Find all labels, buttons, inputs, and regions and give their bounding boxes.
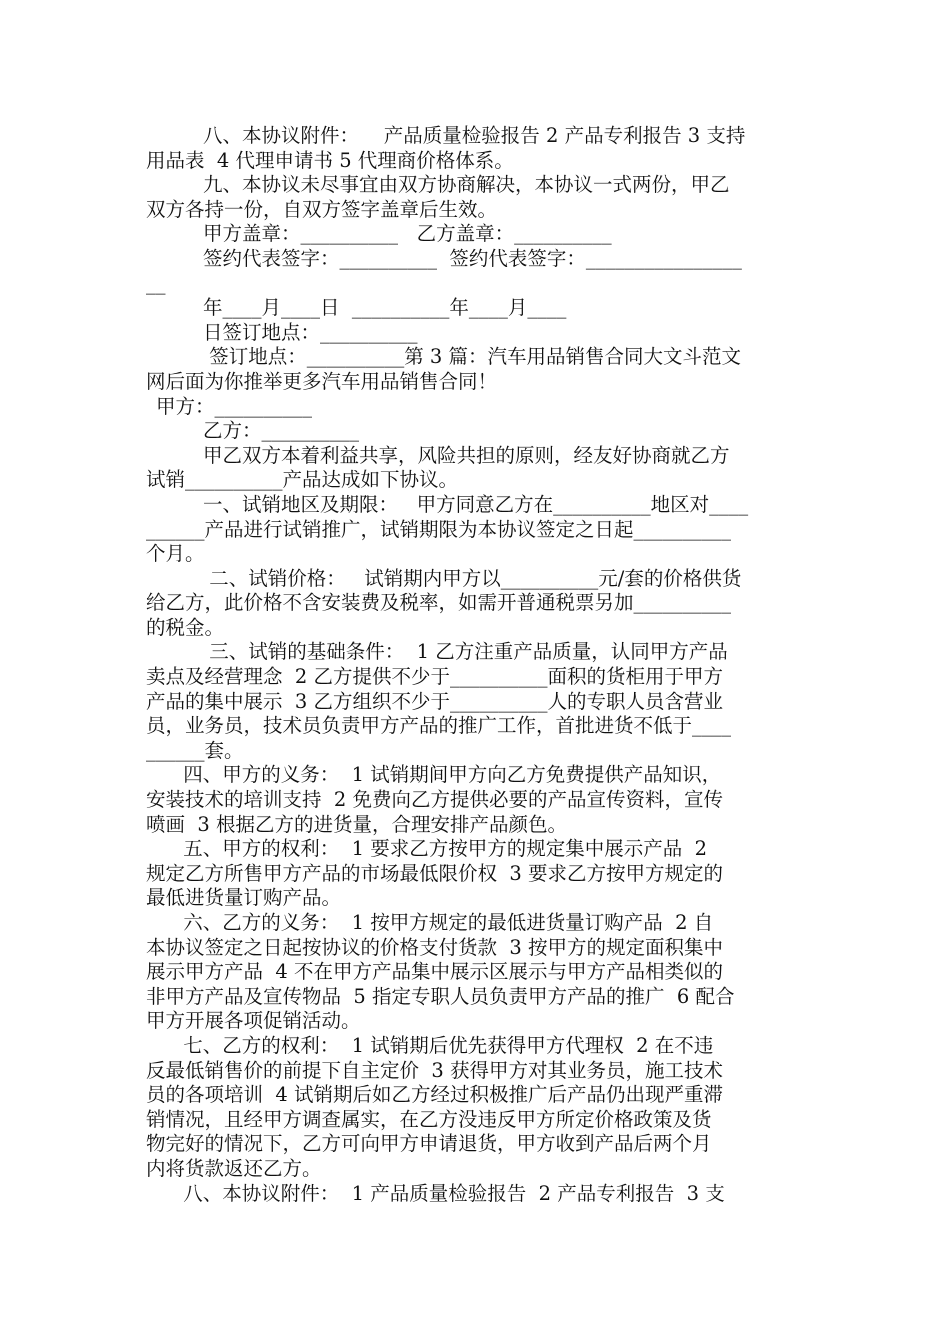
text-line: 年____月____日 __________年____月____ [203,296,567,320]
text-line: 展示甲方产品 4 不在甲方产品集中展示区展示与甲方产品相类似的 [146,960,724,984]
document-body [146,124,810,1206]
text-line: 签订地点：__________第 3 篇：汽车用品销售合同大文斗范文 [203,345,742,369]
text-line: 一、试销地区及期限： 甲方同意乙方在__________地区对____ [203,492,749,516]
text-line: 给乙方，此价格不含安装费及税率，如需开普通税票另加__________ [146,591,732,615]
text-line: 的税金。 [146,615,225,639]
text-line: 反最低销售价的前提下自主定价 3 获得甲方对其业务员，施工技术 [146,1058,724,1082]
text-line: 用品表 4 代理申请书 5 代理商价格体系。 [146,148,514,172]
text-line: ______产品进行试销推广，试销期限为本协议签定之日起__________ [146,517,732,541]
text-line: 员，业务员，技术员负责甲方产品的推广工作，首批进货不低于____ [146,714,732,738]
text-line: 四、甲方的义务： 1 试销期间甲方向乙方免费提供产品知识， [146,763,722,787]
text-line: 七、乙方的权利： 1 试销期后优先获得甲方代理权 2 在不违 [146,1033,714,1057]
text-line: 甲方：__________ [156,394,313,418]
text-line: ______套。 [146,738,244,762]
text-line: __ [146,271,166,295]
text-line: 乙方：__________ [203,419,360,443]
text-line: 九、本协议未尽事宜由双方协商解决，本协议一式两份，甲乙 [203,173,730,197]
text-line: 甲方盖章：__________ 乙方盖章：__________ [203,222,612,246]
text-line: 员的各项培训 4 试销期后如乙方经过积极推广后产品仍出现严重滞 [146,1083,724,1107]
text-line: 物完好的情况下，乙方可向甲方申请退货，甲方收到产品后两个月 [146,1132,712,1156]
text-line: 六、乙方的义务： 1 按甲方规定的最低进货量订购产品 2 自 [146,911,714,934]
text-line: 八、本协议附件： 产品质量检验报告 2 产品专利报告 3 支持 [203,124,746,147]
text-line: 甲方开展各项促销活动。 [146,1009,361,1033]
text-line: 产品的集中展示 3 乙方组织不少于__________人的专职人员含营业 [146,689,724,713]
text-line: 五、甲方的权利： 1 要求乙方按甲方的规定集中展示产品 2 [146,837,707,861]
text-line: 规定乙方所售甲方产品的市场最低限价权 3 要求乙方按甲方规定的 [146,861,724,885]
text-line: 试销__________产品达成如下协议。 [146,468,459,492]
text-line: 日签订地点：__________ [203,320,418,344]
text-line: 非甲方产品及宣传物品 5 指定专职人员负责甲方产品的推广 6 配合 [146,984,735,1008]
text-line: 安装技术的培训支持 2 免费向乙方提供必要的产品宣传资料，宣传 [146,788,724,812]
text-line: 卖点及经营理念 2 乙方提供不少于__________面积的货柜用于甲方 [146,665,724,689]
text-line: 双方各持一份，自双方签字盖章后生效。 [146,197,498,221]
text-line: 最低进货量订购产品。 [146,886,342,910]
text-line: 二、试销价格： 试销期内甲方以__________元/套的价格供货 [203,566,742,590]
text-line: 三、试销的基础条件： 1 乙方注重产品质量，认同甲方产品 [203,640,728,664]
text-line: 喷画 3 根据乙方的进货量，合理安排产品颜色。 [146,812,568,836]
text-line: 本协议签定之日起按协议的价格支付货款 3 按甲方的规定面积集中 [146,935,724,959]
text-line: 八、本协议附件： 1 产品质量检验报告 2 产品专利报告 3 支 [146,1181,725,1205]
text-line: 销情况，且经甲方调查属实，在乙方没违反甲方所定价格政策及货 [146,1107,712,1131]
text-line: 网后面为你推举更多汽车用品销售合同！ [146,369,498,393]
text-line: 内将货款返还乙方。 [146,1156,322,1180]
text-line: 签约代表签字：__________ 签约代表签字：________________ [203,246,742,270]
text-line: 甲乙双方本着利益共享，风险共担的原则，经友好协商就乙方 [203,443,730,467]
text-line: 个月。 [146,542,205,566]
